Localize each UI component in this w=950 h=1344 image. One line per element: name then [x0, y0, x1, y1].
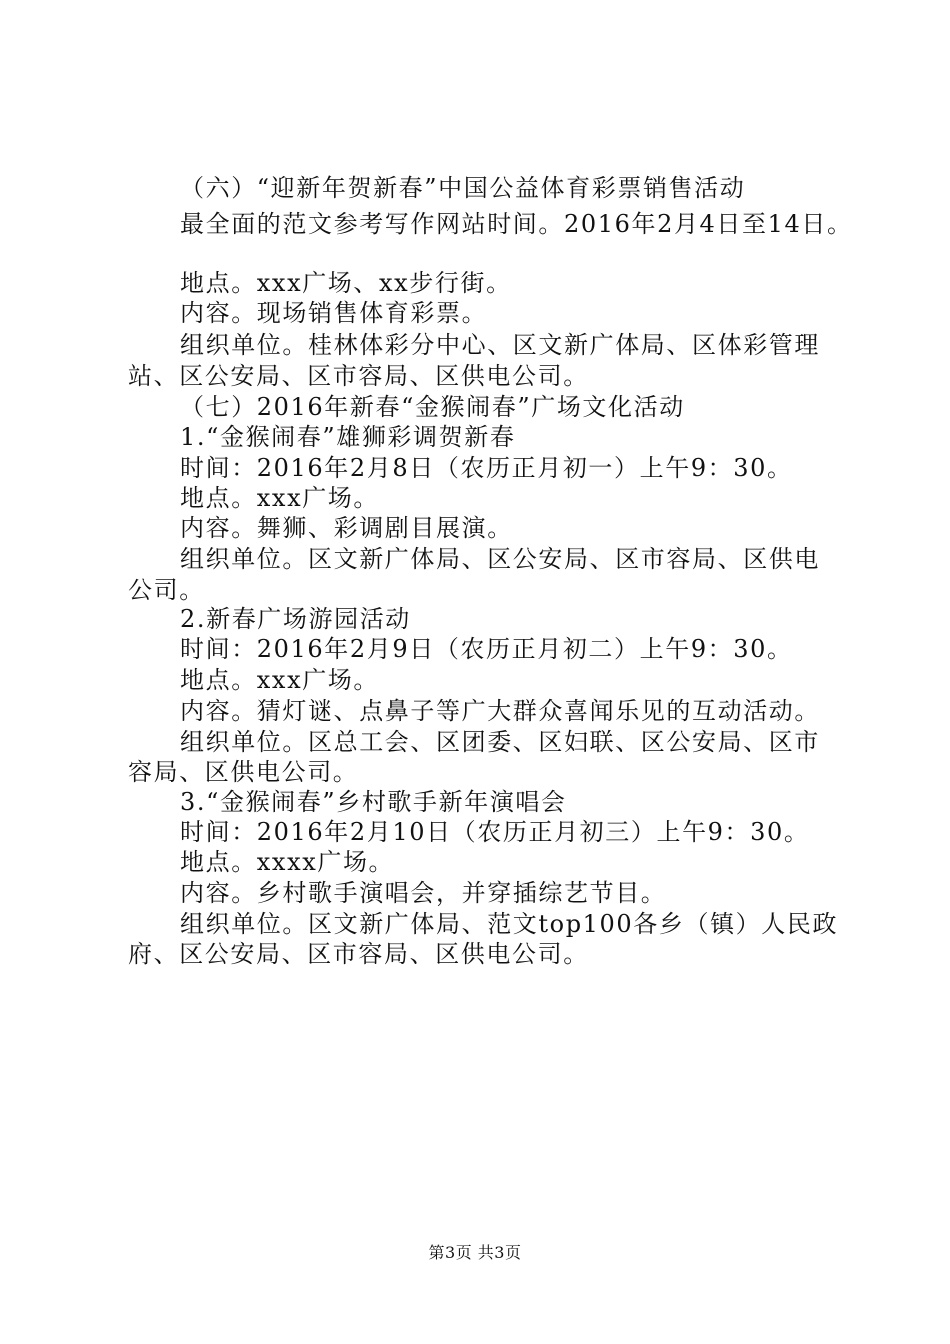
paragraph-line: 时间：2016年2月10日（农历正月初三）上午9：30。: [180, 818, 810, 846]
paragraph-line: 组织单位。区文新广体局、范文top100各乡（镇）人民政: [180, 910, 839, 938]
paragraph-line: 内容。猜灯谜、点鼻子等广大群众喜闻乐见的互动活动。: [180, 697, 820, 725]
paragraph-line: 内容。现场销售体育彩票。: [180, 299, 488, 327]
paragraph-line: 组织单位。桂林体彩分中心、区文新广体局、区体彩管理: [180, 331, 820, 359]
paragraph-line: 站、区公安局、区市容局、区供电公司。: [128, 362, 589, 390]
paragraph-line: 地点。xxx广场、xx步行街。: [180, 269, 512, 297]
paragraph-line: 府、区公安局、区市容局、区供电公司。: [128, 940, 589, 968]
paragraph-line: 时间：2016年2月8日（农历正月初一）上午9：30。: [180, 454, 793, 482]
subsection-heading-2: 2.新春广场游园活动: [180, 605, 411, 633]
paragraph-line: 地点。xxx广场。: [180, 484, 380, 512]
paragraph-line: 组织单位。区文新广体局、区公安局、区市容局、区供电: [180, 545, 820, 573]
paragraph-line: 地点。xxx广场。: [180, 666, 380, 694]
paragraph-line: 时间：2016年2月9日（农历正月初二）上午9：30。: [180, 635, 793, 663]
paragraph-line: 最全面的范文参考写作网站时间。2016年2月4日至14日。: [180, 210, 853, 238]
section-heading-7: （七）2016年新春“金猴闹春”广场文化活动: [180, 393, 685, 421]
page-number-footer: 第3页 共3页: [428, 1243, 522, 1262]
section-heading-6: （六）“迎新年贺新春”中国公益体育彩票销售活动: [180, 174, 746, 202]
paragraph-line: 内容。舞狮、彩调剧目展演。: [180, 514, 513, 542]
subsection-heading-1: 1.“金猴闹春”雄狮彩调贺新春: [180, 423, 516, 451]
paragraph-line: 组织单位。区总工会、区团委、区妇联、区公安局、区市: [180, 728, 820, 756]
paragraph-line: 容局、区供电公司。: [128, 758, 359, 786]
paragraph-line: 内容。乡村歌手演唱会，并穿插综艺节目。: [180, 879, 667, 907]
subsection-heading-3: 3.“金猴闹春”乡村歌手新年演唱会: [180, 788, 567, 816]
paragraph-line: 公司。: [128, 576, 205, 604]
paragraph-line: 地点。xxxx广场。: [180, 848, 395, 876]
